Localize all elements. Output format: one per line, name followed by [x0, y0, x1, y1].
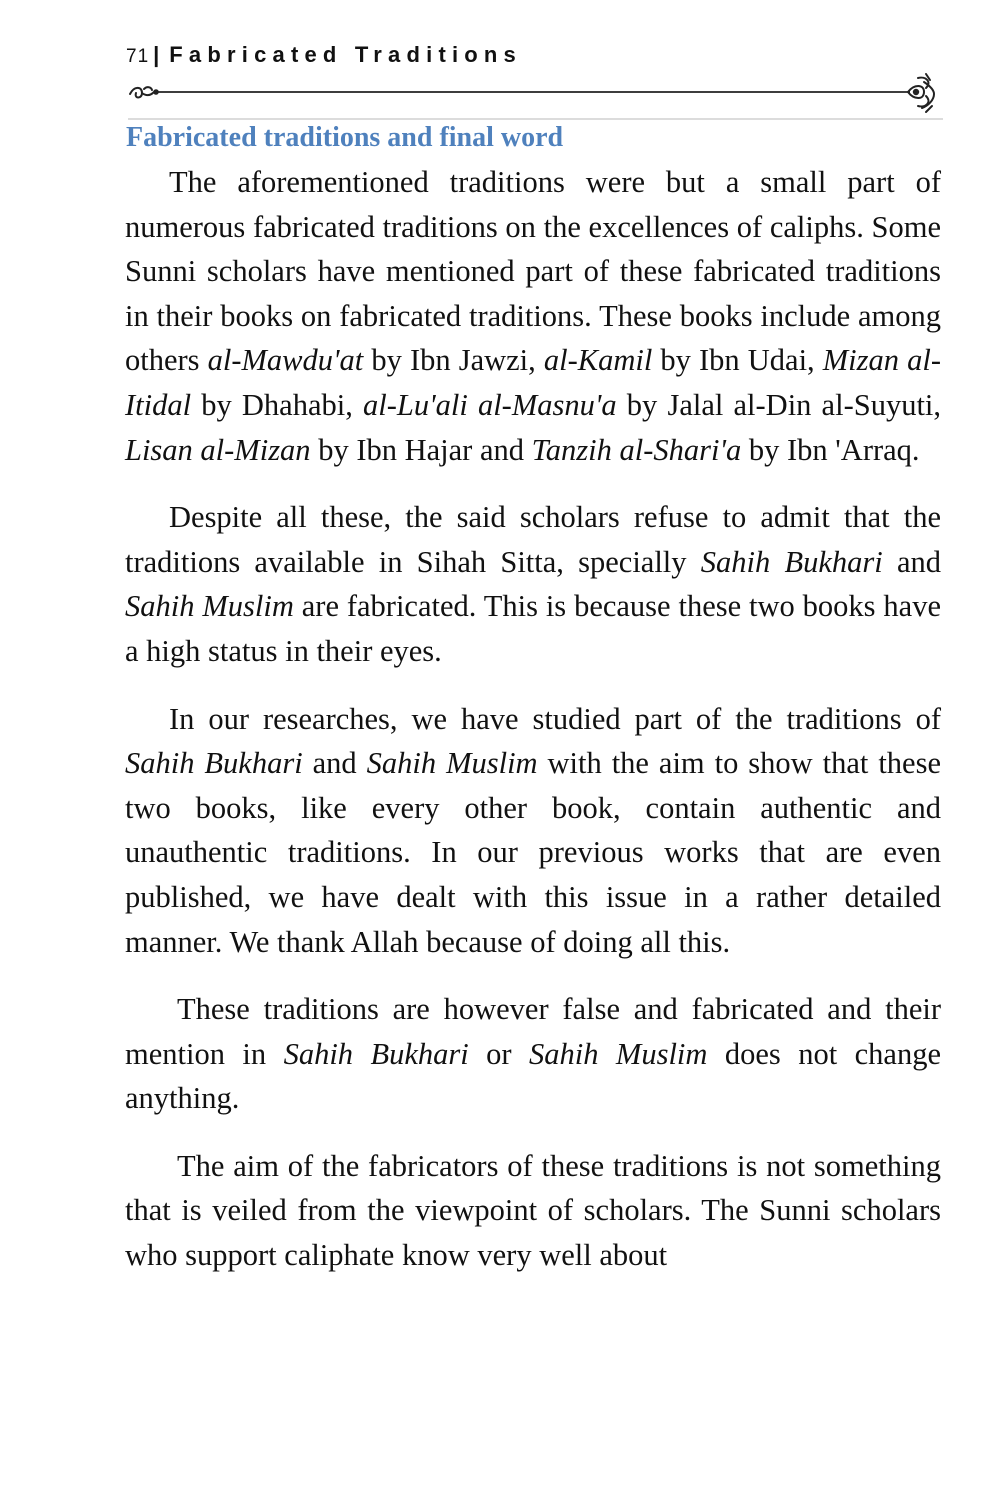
text-run: by Ibn 'Arraq. [741, 432, 920, 467]
book-title: Sahih Muslim [529, 1036, 708, 1071]
section-heading: Fabricated traditions and final word [126, 122, 564, 153]
header-separator: | [153, 42, 160, 67]
text-run: with the aim to show that these two books, like every other book, contain authentic and unauthentic traditions. In our previous works that are even published, we have dealt with this issue in a rather detailed manner. We thank Allah because of doing all this. [125, 746, 941, 959]
text-run: The aforementioned traditions were but a small part of numerous fabricated traditions on the excellences of caliphs. Some Sunni scholars have mentioned part of these fabricated traditions in their books on fabricated traditions. These books include among others [125, 165, 941, 378]
text-run: by Ibn Jawzi, [363, 343, 544, 378]
left-flourish-icon [130, 87, 158, 97]
ornamental-rule [128, 72, 943, 122]
book-title: Tanzih al-Shari'a [531, 432, 742, 467]
running-header [126, 42, 522, 68]
paragraph [125, 987, 941, 1121]
right-flourish-icon [908, 74, 934, 112]
book-title: al-Kamil [543, 343, 653, 378]
text-run: These traditions are however false and fabricated and their mention in [125, 992, 941, 1071]
text-run: The aim of the fabricators of these traditions is not something that is veiled from the viewpoint of scholars. The Sunni scholars who support caliphate know very well about [125, 1148, 941, 1273]
book-title: Lisan al-Mizan [125, 432, 311, 467]
text-run: and [302, 746, 367, 781]
book-title: Sahih Bukhari [700, 544, 883, 579]
paragraph [125, 160, 941, 472]
text-run: Despite all these, the said scholars refuse to admit that the traditions available in Sihah Sitta, specially [125, 500, 941, 579]
page-number: 71 [126, 46, 150, 67]
paragraph [125, 495, 941, 673]
text-run: or [468, 1036, 530, 1071]
text-run: by Ibn Hajar and [310, 432, 532, 467]
text-run: by Jalal al-Din al-Suyuti, [616, 387, 942, 422]
text-run: are fabricated. This is because these two books have a high status in their eyes. [125, 589, 941, 668]
book-title: Sahih Bukhari [283, 1036, 469, 1071]
book-title: al-Lu'ali al-Masnu'a [363, 387, 617, 422]
paragraph [125, 1144, 941, 1278]
book-title: Sahih Muslim [125, 589, 294, 624]
text-run: In our researches, we have studied part of the traditions of [169, 701, 941, 736]
book-title: al-Mawdu'at [207, 343, 364, 378]
text-run: and [882, 544, 941, 579]
book-title: Mizan al-Itidal [125, 343, 941, 422]
text-run: does not change anything. [125, 1036, 941, 1116]
book-title: Sahih Muslim [366, 746, 538, 781]
running-title: Fabricated Traditions [169, 42, 522, 67]
text-run: by Ibn Udai, [652, 343, 823, 378]
body-text [125, 160, 941, 1278]
book-title: Sahih Bukhari [125, 746, 303, 781]
paragraph [125, 697, 941, 965]
text-run: by Dhahabi, [191, 387, 363, 422]
